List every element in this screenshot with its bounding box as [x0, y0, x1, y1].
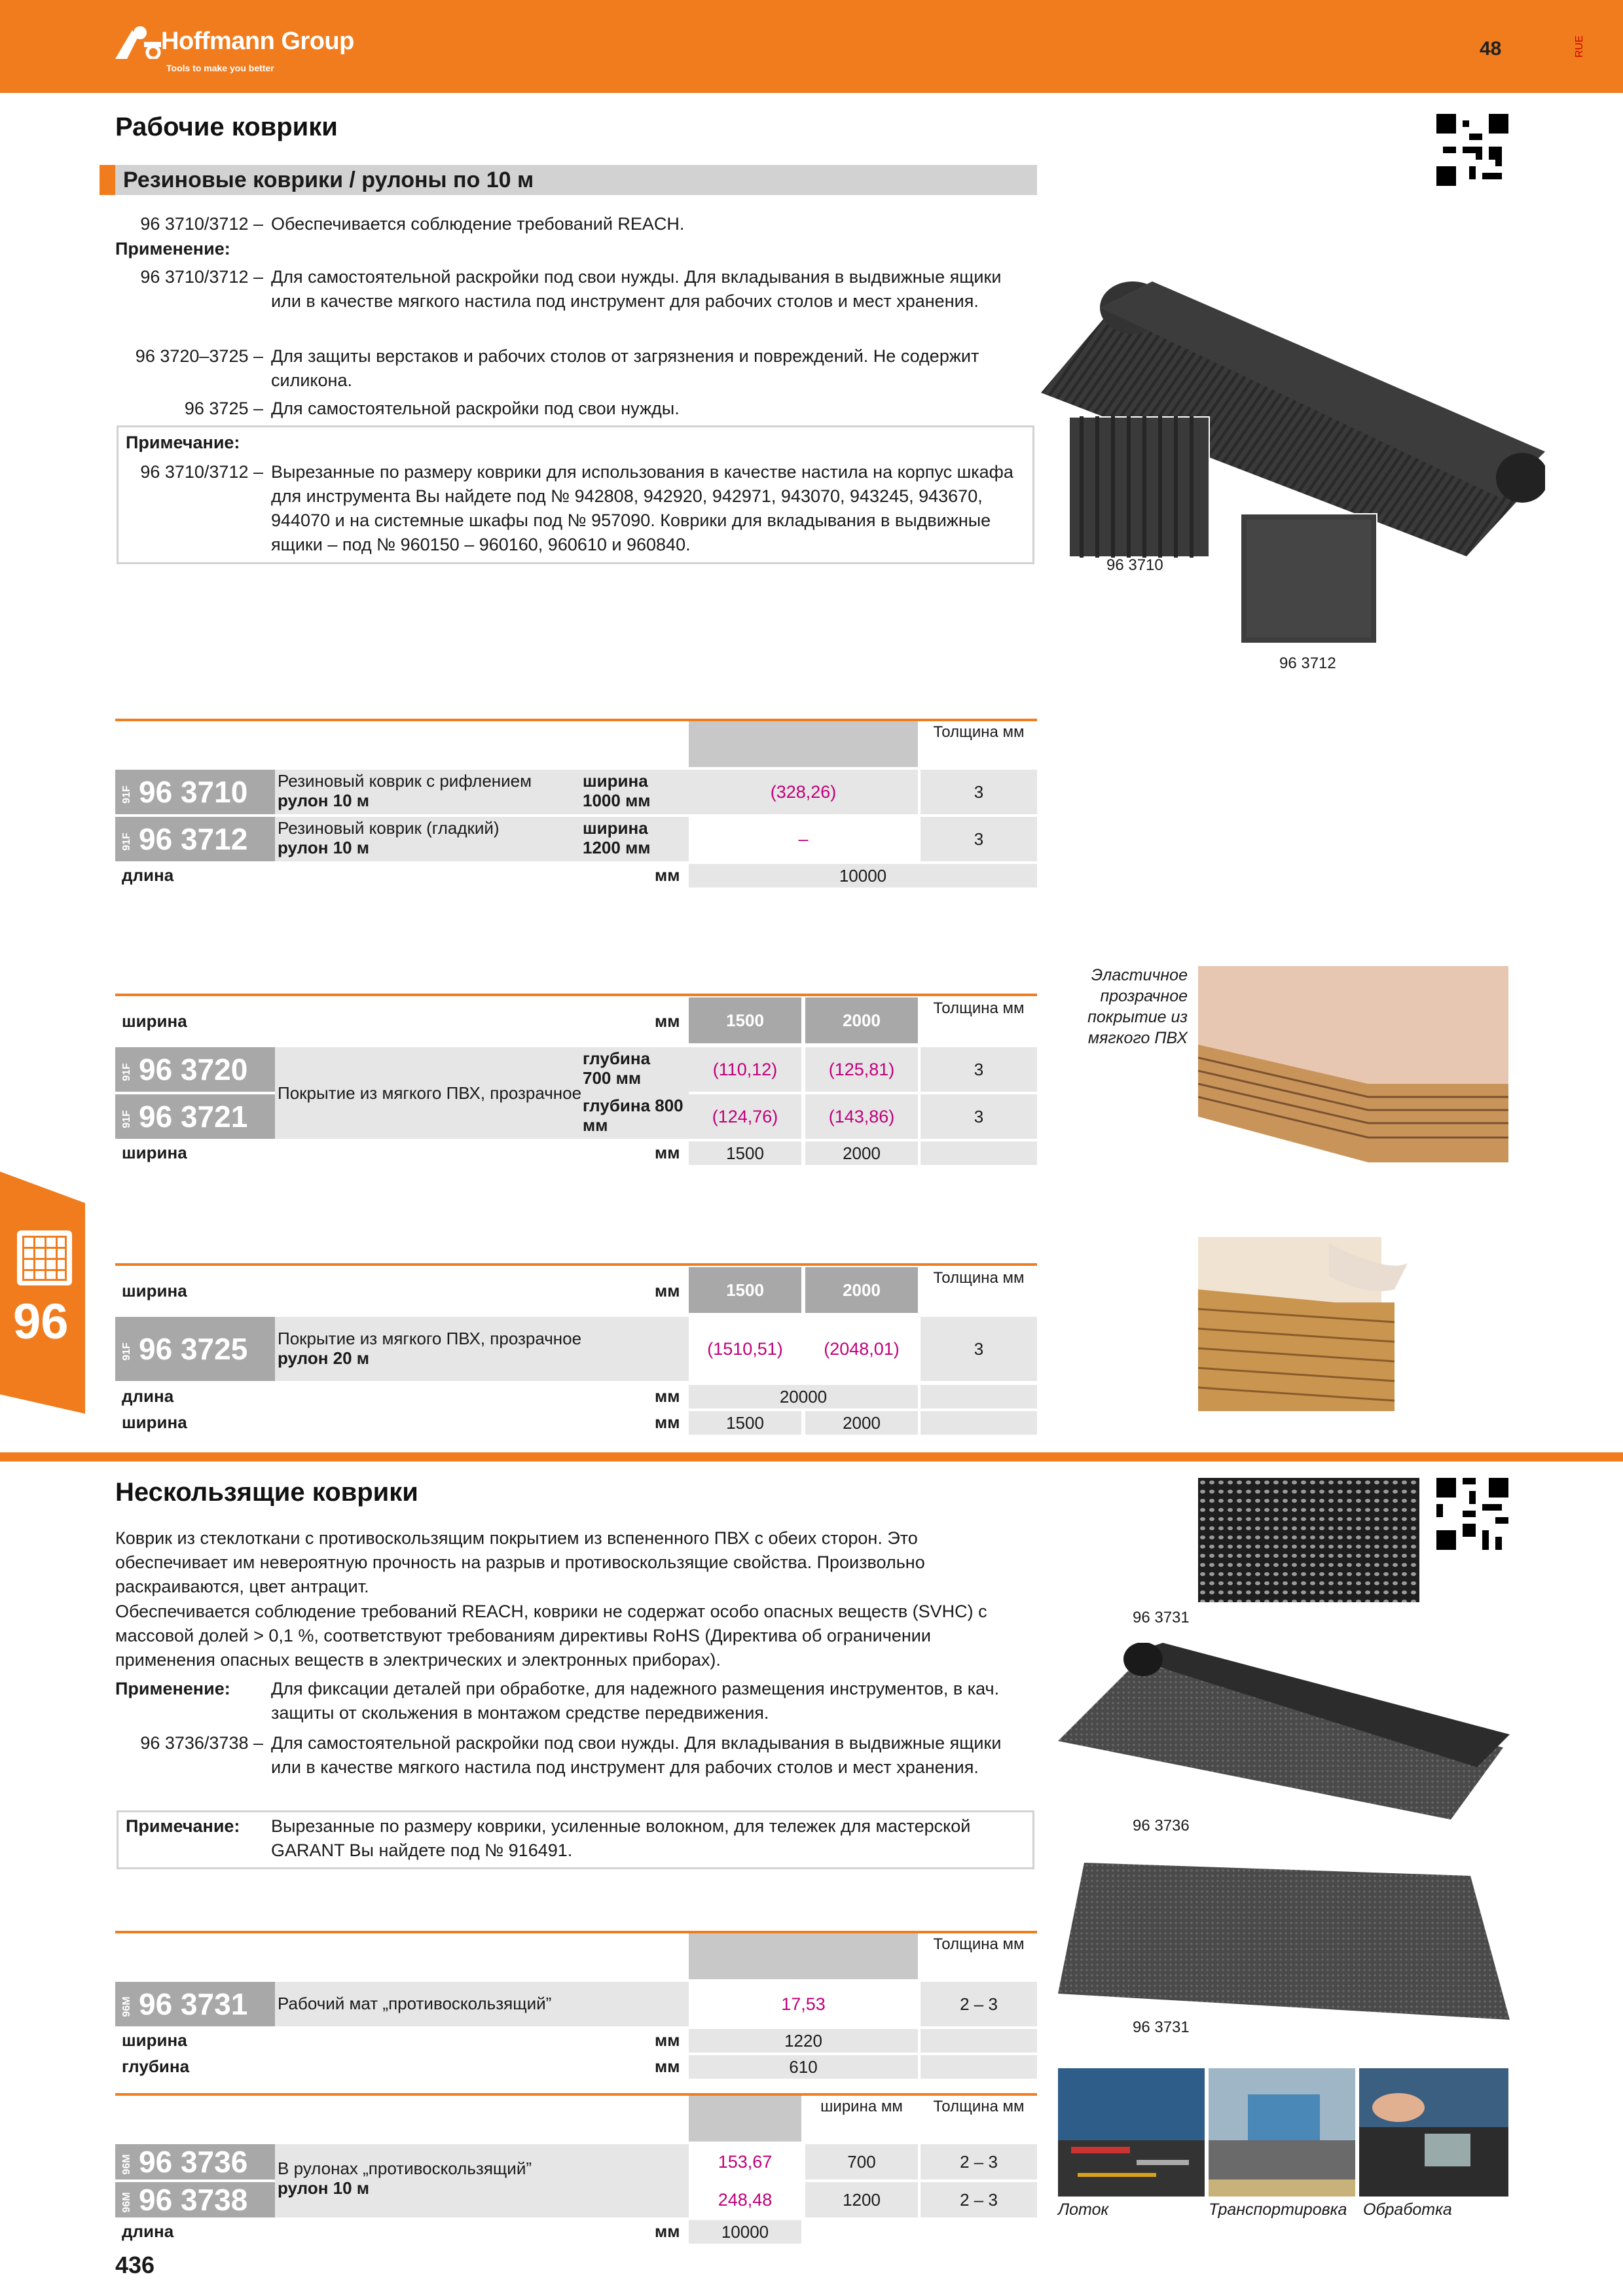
thickness-963736: 2 – 3: [921, 2144, 1037, 2179]
footer-width-2000: 2000: [805, 1141, 918, 1165]
app2-label: 96 3720–3725 –: [135, 346, 263, 366]
row-desc: Резиновый коврик с рифлением рулон 10 м: [278, 771, 532, 810]
table-top-line: [115, 1263, 1037, 1266]
footer-width-1500: 1500: [689, 1141, 801, 1165]
header-width-label: ширина: [122, 1011, 187, 1031]
price-963725-1500: (1510,51): [707, 1339, 783, 1359]
row-dim: глубина 800 мм: [583, 1096, 684, 1135]
pvc-sheet-image: [1198, 1237, 1414, 1411]
application-heading: Применение:: [115, 1679, 230, 1698]
width-963736: 700: [805, 2144, 918, 2179]
app1-label: 96 3710/3712 –: [140, 267, 263, 287]
footer-depth-value: 610: [689, 2055, 918, 2079]
photo-caption-tray: Лоток: [1058, 2200, 1109, 2219]
header-width-label: ширина: [122, 1281, 187, 1300]
img-caption-963731: 96 3731: [1133, 1609, 1190, 1626]
width-963738: 1200: [805, 2182, 918, 2217]
img-caption-963710: 96 3710: [1106, 556, 1163, 574]
hoffmann-logo-icon: [115, 24, 161, 59]
footer-depth-label: глубина: [122, 2056, 190, 2076]
row-dim: ширина 1200 мм: [583, 818, 651, 857]
col-thickness-header: Толщина мм: [933, 723, 1025, 741]
footer-unit: мм: [655, 2056, 680, 2076]
price-963720-1500: (110,12): [689, 1047, 801, 1092]
table-top-line: [115, 2093, 1037, 2096]
note-heading: Примечание:: [126, 433, 240, 452]
table-cell: [921, 2029, 1037, 2053]
article-963725: 91F 96 3725: [115, 1317, 275, 1381]
row-dim: ширина 1000 мм: [583, 771, 651, 810]
price-963721-2000: (143,86): [805, 1094, 918, 1139]
price-963721-1500: (124,76): [689, 1094, 801, 1139]
col-1500-header: 1500: [689, 997, 801, 1043]
app2-label: 96 3736/3738 –: [140, 1733, 263, 1753]
app1-text: Для самостоятельной раскройки под свои нужды. Для вкладывания в выдвижные ящики или в качестве мягкого настила под инструмент для рабочих столов и мест хранения.: [271, 267, 1002, 311]
table-cell: [921, 2055, 1037, 2079]
footer-width-label: ширина: [122, 1143, 187, 1162]
img-caption-pvc: Эластичное прозрачное покрытие из мягкого ПВХ: [1087, 966, 1188, 1047]
section-side-tab: [0, 1172, 85, 1414]
thickness-963738: 2 – 3: [921, 2182, 1037, 2217]
row-desc: Рабочий мат „противоскользящий”: [278, 1994, 552, 2013]
footer-width-value: 1220: [689, 2029, 918, 2053]
img-caption-963736: 96 3736: [1133, 1817, 1190, 1835]
img-caption-963712: 96 3712: [1279, 655, 1336, 672]
application-heading: Применение:: [115, 239, 230, 259]
ribbed-mat-sample-image: [1068, 416, 1210, 558]
intro-text: Коврик из стеклоткани с противоскользящим покрытием из вспененного ПВХ с обеих сторон. Это обеспечивает им невероятную прочность на разрыв и противоскользящие свойства. Произвольно раскраиваются, цвет антрацит.: [115, 1528, 925, 1596]
row-desc: Покрытие из мягкого ПВХ, прозрачное рулон 20 м: [278, 1329, 582, 1368]
col-1500-header: 1500: [689, 1267, 801, 1313]
nonslip-roll-image: [1058, 1643, 1510, 1820]
intro-text-2: Обеспечивается соблюдение требований REACH, коврики не содержат особо опасных веществ (SVHC) с массовой долей > 0,1 %, соответствуют требованиям директивы RoHS (Директива об ограничении применения опасных веществ в электрических и электронных приборах).: [115, 1602, 987, 1670]
article-963712: 91F 96 3712: [115, 817, 275, 861]
photo-caption-machining: Обработка: [1363, 2200, 1452, 2219]
table-top-line: [115, 994, 1037, 996]
page-number-top: 48: [1480, 38, 1502, 60]
footer-length-value: 10000: [689, 2220, 801, 2244]
col-thickness-header: Толщина мм: [933, 1269, 1025, 1287]
footer-width-1500: 1500: [689, 1411, 801, 1435]
table-cell: [921, 1141, 1037, 1165]
col-thickness-header: Толщина мм: [933, 999, 1025, 1017]
price-963720-2000: (125,81): [805, 1047, 918, 1092]
footer-width-2000: 2000: [805, 1411, 918, 1435]
section-divider: [0, 1452, 1623, 1462]
table-cell: [921, 1411, 1037, 1435]
section-title-nonslip: Нескользящие коврики: [115, 1478, 418, 1507]
brand-tagline: Tools to make you better: [166, 63, 274, 73]
language-code: RUE: [1574, 35, 1585, 58]
photo-caption-transport: Транспортировка: [1209, 2200, 1347, 2219]
footer-unit: мм: [655, 2030, 680, 2050]
row-desc: В рулонах „противоскользящий” рулон 10 м: [278, 2159, 532, 2198]
thickness-963721: 3: [921, 1094, 1037, 1139]
footer-length-label: длина: [122, 865, 174, 885]
col-width-header: ширина мм: [820, 2098, 903, 2115]
thickness-963712: 3: [921, 817, 1037, 861]
footer-width-label: ширина: [122, 2030, 187, 2050]
thickness-963720: 3: [921, 1047, 1037, 1092]
img-caption-963731-b: 96 3731: [1133, 2018, 1190, 2036]
nonslip-mat-image: [1058, 1863, 1510, 2020]
row-desc: Резиновый коврик (гладкий) рулон 10 м: [278, 818, 500, 857]
footer-length-value: 20000: [689, 1385, 918, 1408]
app3-text: Для самостоятельной раскройки под свои нужды.: [271, 399, 680, 418]
smooth-mat-sample-image: [1240, 513, 1377, 644]
footer-unit: мм: [655, 1412, 680, 1432]
col-thickness-header: Толщина мм: [933, 2098, 1025, 2115]
col-2000-header: 2000: [805, 1267, 918, 1313]
footer-unit: мм: [655, 2221, 680, 2241]
table-header-cell: [689, 1933, 918, 1979]
footer-unit: мм: [655, 865, 680, 885]
subsection-bar: [100, 165, 1037, 195]
price-963725-2000: (2048,01): [824, 1339, 900, 1359]
article-963710: 91F 96 3710: [115, 770, 275, 814]
footer-width-label: ширина: [122, 1412, 187, 1432]
thickness-963731: 2 – 3: [921, 1982, 1037, 2026]
note1-text: Вырезанные по размеру коврики для использования в качестве настила на корпус шкафа для инструмента Вы найдете под № 942808, 942920, 942971, 943070, 943245, 943670, 944070 и на системные шкафы под № 957090. Коврики для вкладывания в выдвижные ящики – под № 960150 – 960160, 960610 и 960840.: [271, 462, 1013, 554]
grid-icon: [17, 1230, 72, 1285]
header-unit: мм: [655, 1011, 680, 1031]
subsection-title: Резиновые коврики / рулоны по 10 м: [123, 168, 534, 192]
article-963720: 91F 96 3720: [115, 1047, 275, 1092]
price-963736: 153,67: [718, 2152, 773, 2172]
drawer-photo-image: [1058, 2068, 1205, 2197]
transport-photo-image: [1209, 2068, 1355, 2197]
footer-length-label: длина: [122, 1386, 174, 1406]
price-963712: –: [798, 829, 809, 849]
note-text: Вырезанные по размеру коврики, усиленные волокном, для тележек для мастерской GARANT Вы найдете под № 916491.: [271, 1816, 971, 1860]
article-963736: 96M 96 3736: [115, 2144, 275, 2179]
qr-code-icon: [1436, 1478, 1508, 1550]
article-963731: 96M 96 3731: [115, 1982, 275, 2026]
footer-length-label: длина: [122, 2221, 174, 2241]
col-2000-header: 2000: [805, 997, 918, 1043]
reach-label: 96 3710/3712 –: [140, 214, 263, 234]
app2-text: Для защиты верстаков и рабочих столов от загрязнения и повреждений. Не содержит силикона.: [271, 346, 979, 390]
footer-unit: мм: [655, 1386, 680, 1406]
app3-label: 96 3725 –: [184, 399, 263, 418]
mesh-texture-image: [1198, 1478, 1419, 1602]
price-963731: 17,53: [781, 1994, 826, 2014]
price-963738: 248,48: [718, 2190, 773, 2210]
brand-name: Hoffmann Group: [161, 27, 354, 55]
thickness-963710: 3: [921, 770, 1037, 814]
price-963710: (328,26): [689, 770, 918, 814]
col-thickness-header: Толщина мм: [933, 1935, 1025, 1953]
note-heading: Примечание:: [126, 1816, 240, 1836]
page-number: 436: [115, 2251, 155, 2278]
table-header-cell: [689, 2096, 801, 2142]
machining-photo-image: [1359, 2068, 1508, 2197]
app-text: Для фиксации деталей при обработке, для надежного размещения инструментов, в кач. защиты от скольжения в монтажом средстве передвижения.: [271, 1679, 1000, 1723]
qr-code-icon: [1436, 114, 1508, 186]
footer-unit: мм: [655, 1143, 680, 1162]
table-cell: [921, 1385, 1037, 1408]
article-963721: 91F 96 3721: [115, 1094, 275, 1139]
pvc-cover-image: [1198, 966, 1508, 1162]
article-963738: 96M 96 3738: [115, 2182, 275, 2217]
note1-label: 96 3710/3712 –: [140, 462, 263, 482]
row-desc: Покрытие из мягкого ПВХ, прозрачное: [278, 1083, 582, 1103]
reach-text: Обеспечивается соблюдение требований REACH.: [271, 214, 685, 234]
app2-text: Для самостоятельной раскройки под свои нужды. Для вкладывания в выдвижные ящики или в качестве мягкого настила под инструмент для рабочих столов и мест хранения.: [271, 1733, 1002, 1777]
footer-length-value: 10000: [689, 864, 1037, 888]
header-unit: мм: [655, 1281, 680, 1300]
section-title-work-mats: Рабочие коврики: [115, 113, 338, 141]
section-number: 96: [13, 1294, 69, 1350]
table-header-cell: [689, 721, 918, 767]
row-dim: глубина 700 мм: [583, 1049, 651, 1088]
thickness-963725: 3: [921, 1317, 1037, 1381]
